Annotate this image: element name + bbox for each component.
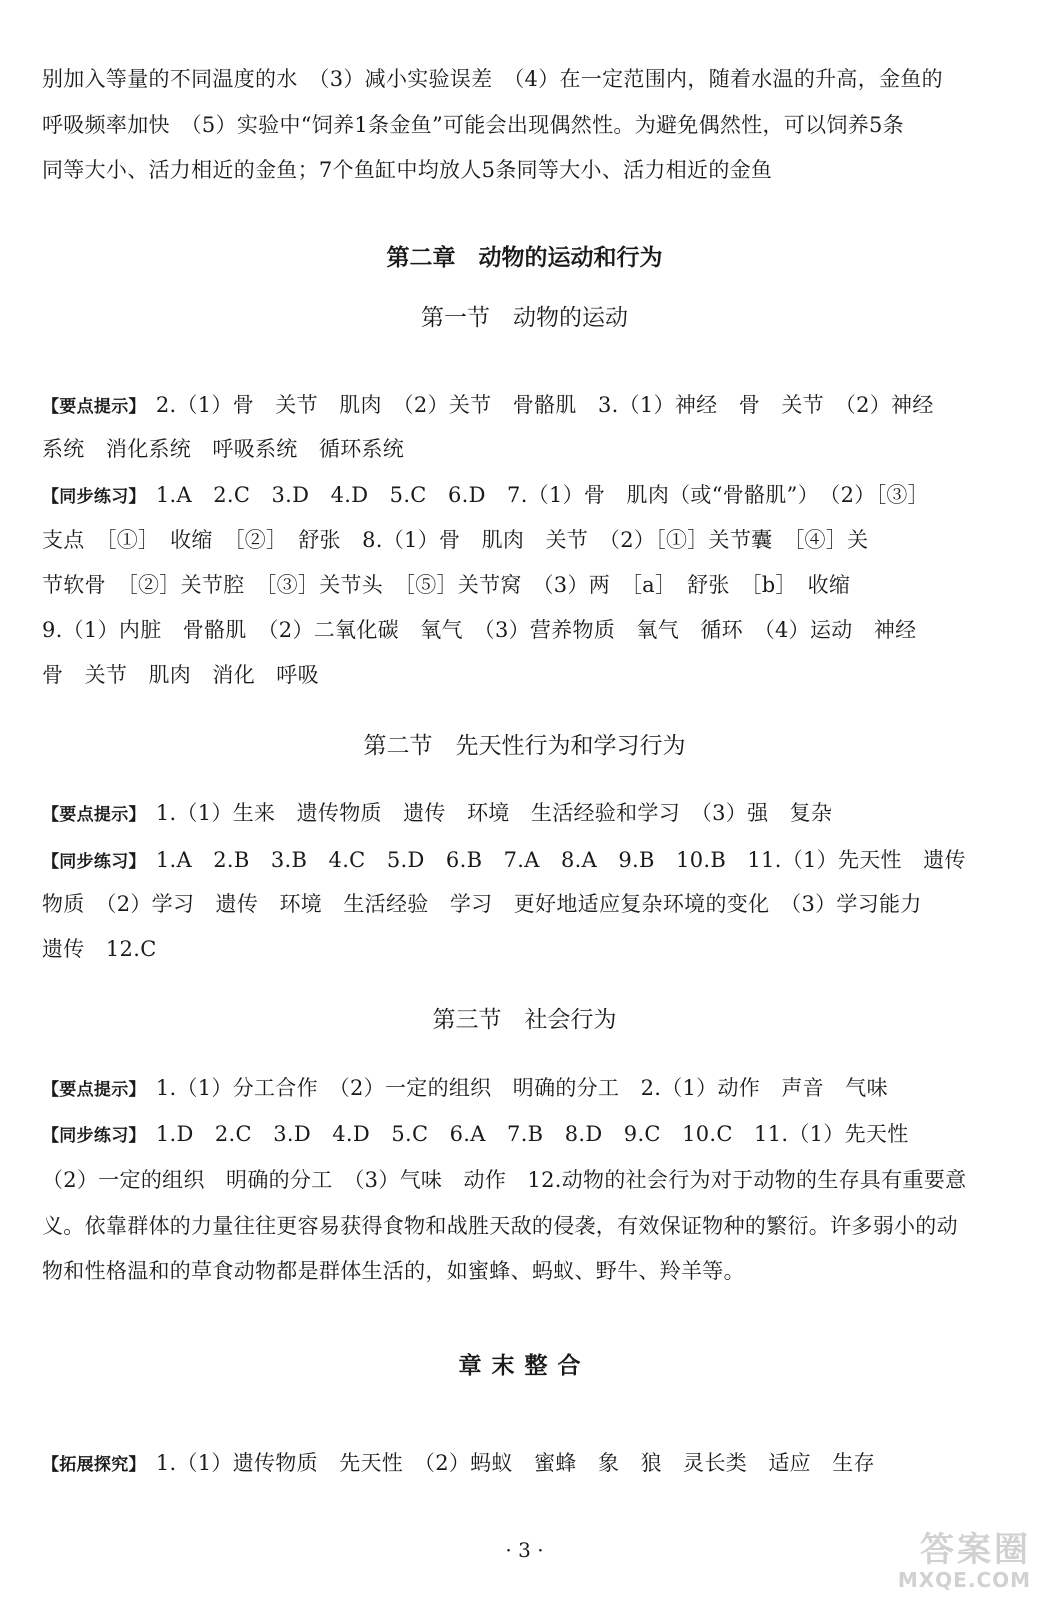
watermark-en: MXQE.COM bbox=[897, 1568, 1031, 1592]
text-line: 呼吸频率加快 （5）实验中“饲养1条金鱼”可能会出现偶然性。为避免偶然性，可以饲养5条 bbox=[42, 113, 904, 137]
text-line: 遗传 12.C bbox=[42, 937, 157, 961]
key-points-line bbox=[42, 1073, 1007, 1105]
page-number: · 3 · bbox=[505, 1538, 544, 1562]
chapter-title: 第二章 动物的运动和行为 bbox=[386, 245, 663, 271]
text-line: 别加入等量的不同温度的水 （3）减小实验误差 （4）在一定范围内，随着水温的升高，金鱼的 bbox=[42, 67, 943, 91]
practice-tag: 【同步练习】 bbox=[42, 1126, 146, 1146]
practice-line bbox=[42, 1119, 1007, 1151]
answer-text: 1.A 2.C 3.D 4.D 5.C 6.D 7.（1）骨 肌肉（或“骨骼肌”） （2）［③］ bbox=[155, 483, 929, 507]
text-line: 同等大小、活力相近的金鱼；7个鱼缸中均放人5条同等大小、活力相近的金鱼 bbox=[42, 158, 773, 182]
text-line: 9.（1）内脏 骨骼肌 （2）二氧化碳 氧气 （3）营养物质 氧气 循环 （4）运动 神经 bbox=[42, 618, 917, 642]
answer-text: 2.（1）骨 关节 肌肉 （2）关节 骨骼肌 3.（1）神经 骨 关节 （2）神经 bbox=[155, 393, 934, 417]
practice-tag: 【同步练习】 bbox=[42, 852, 146, 872]
section-title: 第一节 动物的运动 bbox=[421, 305, 628, 331]
practice-line bbox=[42, 480, 1007, 512]
answer-text: 1.（1）生来 遗传物质 遗传 环境 生活经验和学习 （3）强 复杂 bbox=[155, 801, 833, 825]
text-line: 物和性格温和的草食动物都是群体生活的，如蜜蜂、蚂蚁、野牛、羚羊等。 bbox=[42, 1259, 745, 1283]
key-points-tag: 【要点提示】 bbox=[42, 805, 146, 825]
explore-tag: 【拓展探究】 bbox=[42, 1455, 146, 1475]
answer-text: 1.A 2.B 3.B 4.C 5.D 6.B 7.A 8.A 9.B 10.B 11.（1）先天性 遗传 bbox=[155, 848, 966, 872]
text-line: 支点 ［①］ 收缩 ［②］ 舒张 8.（1）骨 肌肉 关节 （2）［①］关节囊 ［④］关 bbox=[42, 528, 869, 552]
watermark-logo bbox=[881, 1522, 1031, 1592]
section-title: 第三节 社会行为 bbox=[432, 1007, 617, 1033]
key-points-line bbox=[42, 798, 1007, 830]
answer-text: 1.（1）分工合作 （2）一定的组织 明确的分工 2.（1）动作 声音 气味 bbox=[155, 1076, 888, 1100]
text-line: 骨 关节 肌肉 消化 呼吸 bbox=[42, 663, 319, 687]
answer-text: 1.（1）遗传物质 先天性 （2）蚂蚁 蜜蜂 象 狼 灵长类 适应 生存 bbox=[155, 1451, 875, 1475]
text-line: 物质 （2）学习 遗传 环境 生活经验 学习 更好地适应复杂环境的变化 （3）学习能力 bbox=[42, 892, 922, 916]
practice-line bbox=[42, 845, 1007, 877]
key-points-line bbox=[42, 390, 1007, 422]
key-points-tag: 【要点提示】 bbox=[42, 397, 146, 417]
practice-tag: 【同步练习】 bbox=[42, 487, 146, 507]
key-points-tag: 【要点提示】 bbox=[42, 1080, 146, 1100]
watermark-cn: 答案圈 bbox=[920, 1530, 1031, 1570]
text-line: 系统 消化系统 呼吸系统 循环系统 bbox=[42, 437, 405, 461]
section-title: 第二节 先天性行为和学习行为 bbox=[363, 733, 686, 759]
text-line: 节软骨 ［②］关节腔 ［③］关节头 ［⑤］关节窝 （3）两 ［a］ 舒张 ［b］ 收缩 bbox=[42, 573, 851, 597]
explore-line bbox=[42, 1448, 1007, 1480]
text-line: 义。依靠群体的力量往往更容易获得食物和战胜天敌的侵袭，有效保证物种的繁衍。许多弱小的动 bbox=[42, 1214, 958, 1238]
answer-text: 1.D 2.C 3.D 4.D 5.C 6.A 7.B 8.D 9.C 10.C 11.（1）先天性 bbox=[155, 1122, 909, 1146]
summary-title: 章末整合 bbox=[458, 1353, 591, 1379]
text-line: （2）一定的组织 明确的分工 （3）气味 动作 12.动物的社会行为对于动物的生存具有重要意 bbox=[42, 1168, 967, 1192]
